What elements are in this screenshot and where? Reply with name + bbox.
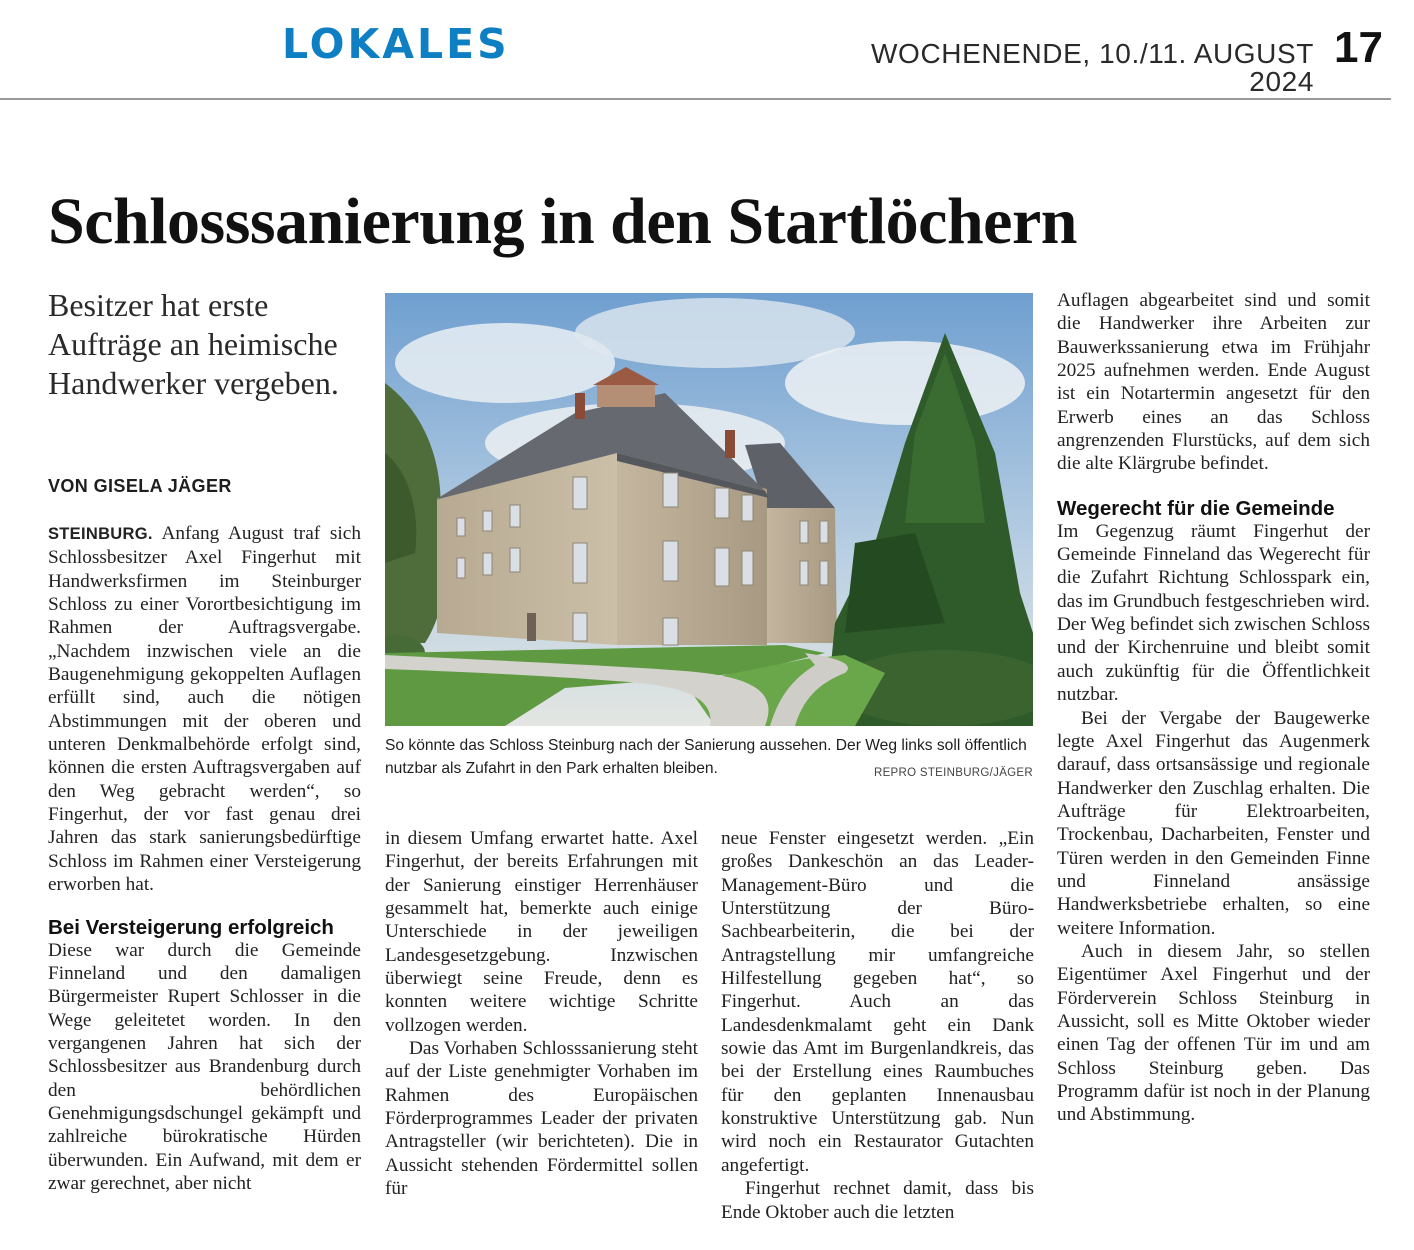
photo-caption	[385, 734, 1033, 785]
photo-credit: REPRO STEINBURG/JÄGER	[873, 767, 1033, 779]
paragraph: neue Fenster eingesetzt werden. „Ein großes Dankeschön an das Leader-Management-Büro und die Unterstützung der Büro-Sachbearbeiterin, die bei der Antragstellung mir umfangreiche Hilfestellung gegeben hat“, so Fingerhut. Auch an das Landesdenkmalamt geht ein Dank sowie das Amt im Burgenlandkreis, das bei der Erstellung eines Raumbuches für den geplanten Innenausbau konstruktive Unterstützung gab. Nun wird noch ein Restaurator Gutachten angefertigt.	[721, 828, 1034, 1176]
paragraph: Auch in diesem Jahr, so stellen Eigentümer Axel Fingerhut und der Förderverein Schloss Steinburg in Aussicht, soll es Mitte Oktober wieder einen Tag der offenen Tür im und am Schloss Steinburg geben. Das Programm dafür ist noch in der Planung und Abstimmung.	[1057, 940, 1370, 1126]
article-column-1	[48, 522, 361, 1195]
issue-date: WOCHENENDE, 10./11. AUGUST 2024	[871, 38, 1314, 97]
paragraph: in diesem Umfang erwartet hatte. Axel Fingerhut, der bereits Erfahrungen mit der Sanierung einstiger Herrenhäuser gesammelt hat, bemerkte auch einige Unterschiede in der jeweiligen Landesgesetzgebung. Inzwischen überwiegt seine Freude, denn es konnten weitere wichtige Schritte vollzogen werden.	[385, 828, 698, 1036]
paragraph: Auflagen abgearbeitet sind und somit die Handwerker ihre Arbeiten zur Bauwerkssanierung etwa im Frühjahr 2025 aufnehmen werden. Ende August ist ein Notartermin angesetzt für den Erwerb eines an das Schloss angrenzenden Flurstücks, auf dem sich die alte Klärgrube befindet.	[1057, 290, 1370, 475]
article-column-3	[721, 827, 1034, 1224]
byline: VON GISELA JÄGER	[48, 476, 232, 496]
lead-text: Anfang August traf sich Schlossbesitzer Axel Fingerhut mit Handwerksfirmen im Steinburger Schloss zu einer Vorortbesichtigung im Rahmen der Auftragsvergabe. „Nachdem inzwischen viele an die Baugenehmigung gekoppelten Auflagen erfüllt sind, auch die nötigen Abstimmungen mit der oberen und unteren Denkmalbehörde erfolgt sind, können die ersten Auftragsvergaben auf den Weg gebracht werden“, so Fingerhut, der vor fast genau drei Jahren das stark sanierungsbedürftige Schloss im Rahmen einer Versteigerung erworben hat.	[48, 523, 361, 896]
dateline: STEINBURG.	[48, 525, 153, 543]
headline: Schlosssanierung in den Startlöchern	[48, 185, 1077, 258]
paragraph: Das Vorhaben Schlosssanierung steht auf der Liste genehmigter Vorhaben im Rahmen des Europäischen Förderprogrammes Leader der privaten Antragsteller (wir berichteten). Die in Aussicht stehenden Fördermittel sollen für	[385, 1038, 698, 1200]
subheading-wegerecht: Wegerecht für die Gemeinde	[1057, 496, 1335, 520]
lead-paragraph	[48, 522, 361, 897]
paragraph: Bei der Vergabe der Baugewerke legte Axel Fingerhut das Augenmerk darauf, dass ortsansässige und regionale Handwerker den Zuschlag erhalten. Die Aufträge für Elektroarbeiten, Trockenbau, Dacharbeiten, Fenster und Türen werden in den Gemeinden Finne und Finneland ansässige Handwerksbetriebe erhalten, so eine weitere Information.	[1057, 707, 1370, 939]
castle-photo	[385, 293, 1033, 726]
caption-text: So könnte das Schloss Steinburg nach der Sanierung aussehen. Der Weg links soll öffentlich nutzbar als Zufahrt in den Park erhalten bleiben.	[385, 737, 1027, 777]
section-title: LOKALES	[282, 20, 510, 68]
subheading-versteigerung: Bei Versteigerung erfolgreich	[48, 915, 334, 939]
paragraph: Im Gegenzug räumt Fingerhut der Gemeinde Finneland das Wegerecht für die Zufahrt Richtung Schlosspark ein, das im Grundbuch festgeschrieben wird. Der Weg befindet sich zwischen Schloss und der Kirchenruine und bleibt somit auch zukünftig für die Öffentlichkeit nutzbar.	[1057, 520, 1370, 706]
page-number: 17	[1334, 23, 1383, 72]
header-divider	[0, 98, 1391, 100]
paragraph: Diese war durch die Gemeinde Finneland und den damaligen Bürgermeister Rupert Schlosser in die Wege geleitetet worden. In den vergangenen Jahren hat sich der Schlossbesitzer aus Brandenburg durch den behördlichen Genehmigungsdschungel gekämpft und zahlreiche bürokratische Hürden überwunden. Ein Aufwand, mit dem er zwar gerechnet, aber nicht	[48, 939, 361, 1194]
subheadline: Besitzer hat erste Aufträge an heimische Handwerker vergeben.	[48, 287, 339, 401]
article-column-4	[1057, 289, 1370, 1127]
article-column-2	[385, 827, 698, 1201]
castle-illustration	[385, 293, 1033, 726]
paragraph: Fingerhut rechnet damit, dass bis Ende Oktober auch die letzten	[721, 1178, 1034, 1223]
